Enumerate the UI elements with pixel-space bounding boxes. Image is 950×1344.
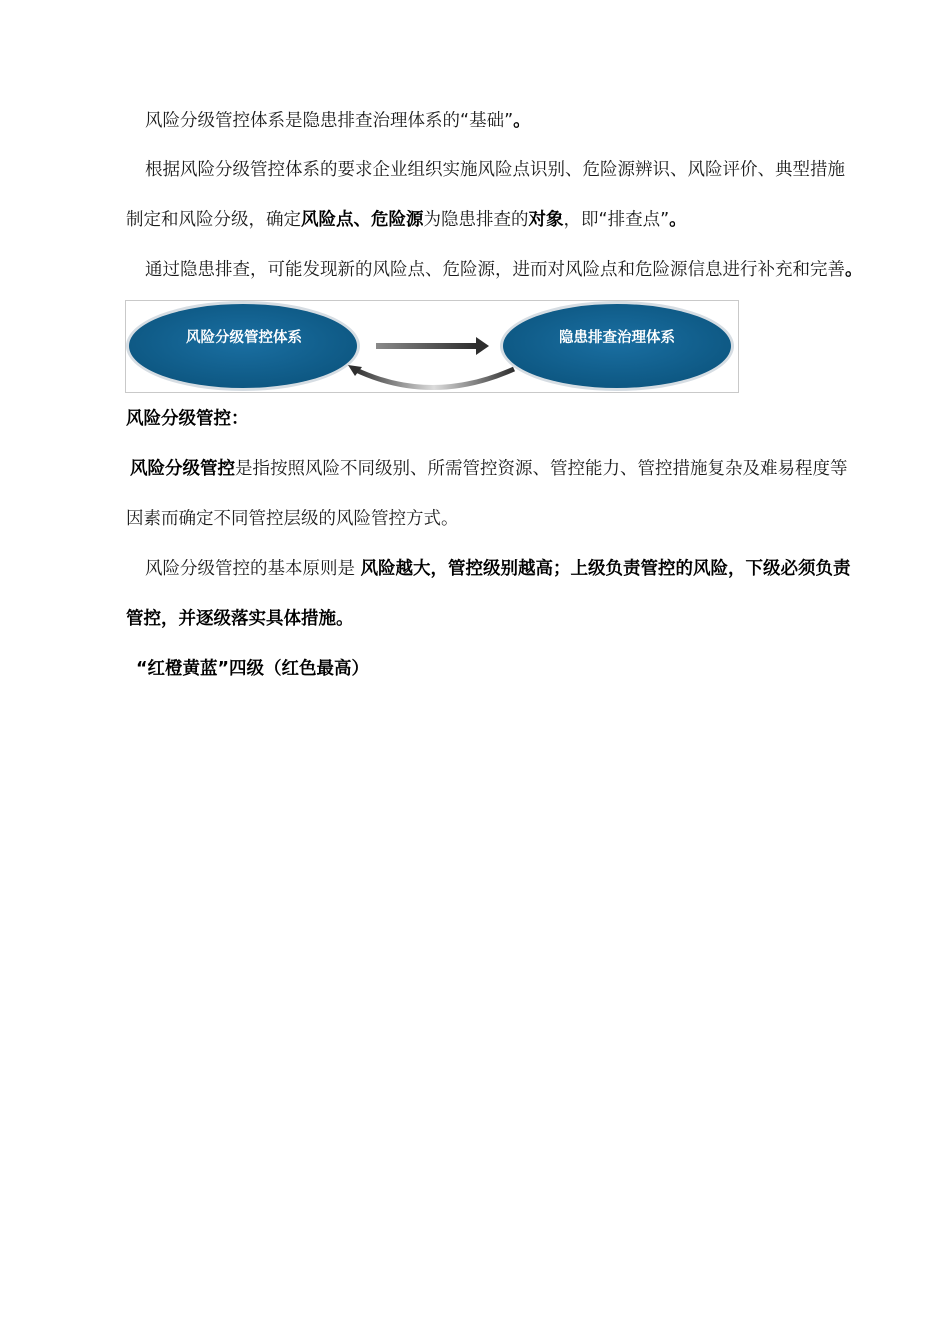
risk-levels-text: “红橙黄蓝”四级（红色最高） — [136, 659, 370, 679]
section-heading-text: 风险分级管控： — [126, 409, 249, 429]
forward-arrow-icon — [376, 337, 489, 355]
basis-period: 。 — [513, 111, 531, 131]
return-curve-arrow-icon — [348, 365, 514, 388]
right-node-label: 隐患排查治理体系 — [559, 330, 675, 346]
paragraph-requirements-line2 — [126, 208, 916, 232]
left-node-label: 风险分级管控体系 — [186, 330, 302, 346]
definition-text: 是指按照风险不同级别、所需管控资源、管控能力、管控措施复杂及难易程度等 — [235, 459, 848, 479]
req-text-c: ，即“排查点” — [563, 210, 670, 230]
feedback-period: 。 — [845, 260, 863, 280]
definition-term: 风险分级管控 — [130, 459, 235, 479]
req-period: 。 — [669, 210, 687, 230]
paragraph-feedback — [145, 258, 935, 282]
definition-line2: 因素而确定不同管控层级的风险管控方式。 — [126, 509, 459, 529]
principle-bold2: 管控，并逐级落实具体措施。 — [126, 609, 354, 629]
system-relationship-diagram — [125, 300, 739, 393]
principle-bold1: 风险越大，管控级别越高；上级负责管控的风险，下级必须负责 — [360, 559, 851, 579]
principle-line1 — [145, 557, 935, 581]
paragraph-requirements-line1: 根据风险分级管控体系的要求企业组织实施风险点识别、危险源辨识、风险评价、典型措施 — [145, 160, 845, 180]
req-text-b: 为隐患排查的 — [423, 210, 529, 230]
req-text-a: 制定和风险分级，确定 — [126, 210, 301, 230]
feedback-text: 通过隐患排查，可能发现新的风险点、危险源，进而对风险点和危险源信息进行补充和完善 — [145, 260, 845, 280]
definition-line1 — [130, 457, 920, 481]
req-bold-object: 对象 — [528, 210, 564, 230]
risk-levels-heading — [136, 657, 926, 681]
req-bold-targets: 风险点、危险源 — [301, 210, 424, 230]
paragraph-basis — [145, 109, 935, 133]
section-heading — [126, 407, 916, 431]
basis-text: 风险分级管控体系是隐患排查治理体系的“基础” — [145, 111, 514, 131]
principle-intro: 风险分级管控的基本原则是 — [145, 559, 361, 579]
principle-line2 — [126, 607, 916, 631]
